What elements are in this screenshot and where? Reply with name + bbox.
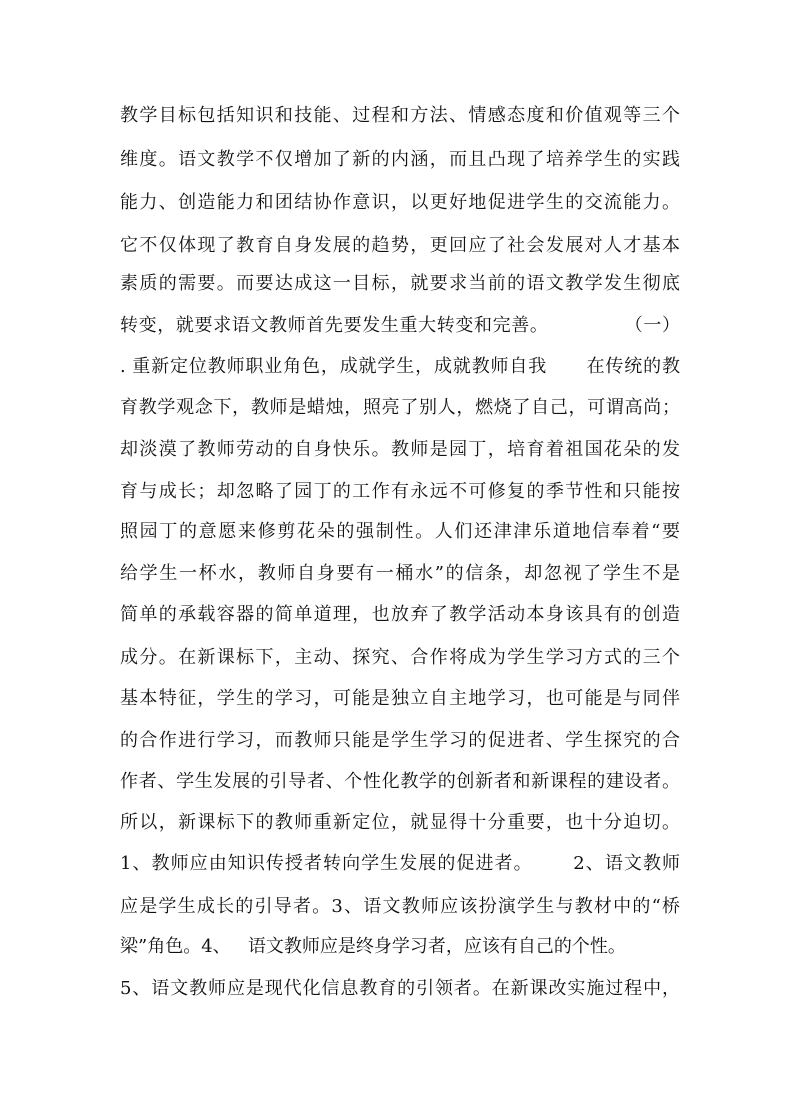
text-line: 作者、学生发展的引导者、个性化教学的创新者和新课程的建设者。 [120,771,680,792]
text-line: 5、语文教师应是现代化信息教育的引领者。在新课改实施过程中， [120,978,680,999]
text-line: 简单的承载容器的简单道理，也放弃了教学活动本身该具有的创造 [120,604,680,625]
text-line: 应是学生成长的引导者。3、语文教师应该扮演学生与教材中的“桥 [120,896,680,917]
text-line: 教学目标包括知识和技能、过程和方法、情感态度和价值观等三个 [120,105,680,126]
text-line: 梁”角色。4、 语文教师应是终身学习者，应该有自己的个性。 [120,936,626,957]
text-line: 育教学观念下，教师是蜡烛，照亮了别人，燃烧了自己，可谓高尚； [120,397,680,418]
text-line: 素质的需要。而要达成这一目标，就要求当前的语文教学发生彻底 [120,273,680,294]
text-line: 却淡漠了教师劳动的自身快乐。教师是园丁，培育着祖国花朵的发 [120,439,680,460]
text-line: 给学生一杯水，教师自身要有一桶水”的信条，却忽视了学生不是 [120,563,680,584]
text-line: 所以，新课标下的教师重新定位，就显得十分重要，也十分迫切。 [120,812,680,833]
text-line: 的合作进行学习，而教师只能是学生学习的促进者、学生探究的合 [120,730,680,751]
text-line: 基本特征，学生的学习，可能是独立自主地学习，也可能是与同伴 [120,688,680,709]
text-line: . 重新定位教师职业角色，成就学生，成就教师自我 在传统的教 [120,356,680,377]
text-line: 育与成长；却忽略了园丁的工作有永远不可修复的季节性和只能按 [120,481,680,502]
text-line: 能力、创造能力和团结协作意识，以更好地促进学生的交流能力。 [120,192,680,213]
text-line: 它不仅体现了教育自身发展的趋势，更回应了社会发展对人才基本 [120,235,680,256]
text-line: 维度。语文教学不仅增加了新的内涵，而且凸现了培养学生的实践 [120,149,680,170]
text-line: 转变，就要求语文教师首先要发生重大转变和完善。 （一） [120,315,680,336]
text-line: 照园丁的意愿来修剪花朵的强制性。人们还津津乐道地信奉着“要 [120,521,680,542]
text-line: 成分。在新课标下，主动、探究、合作将成为学生学习方式的三个 [120,647,680,668]
text-line: 1、教师应由知识传授者转向学生发展的促进者。 2、语文教师 [120,853,680,874]
